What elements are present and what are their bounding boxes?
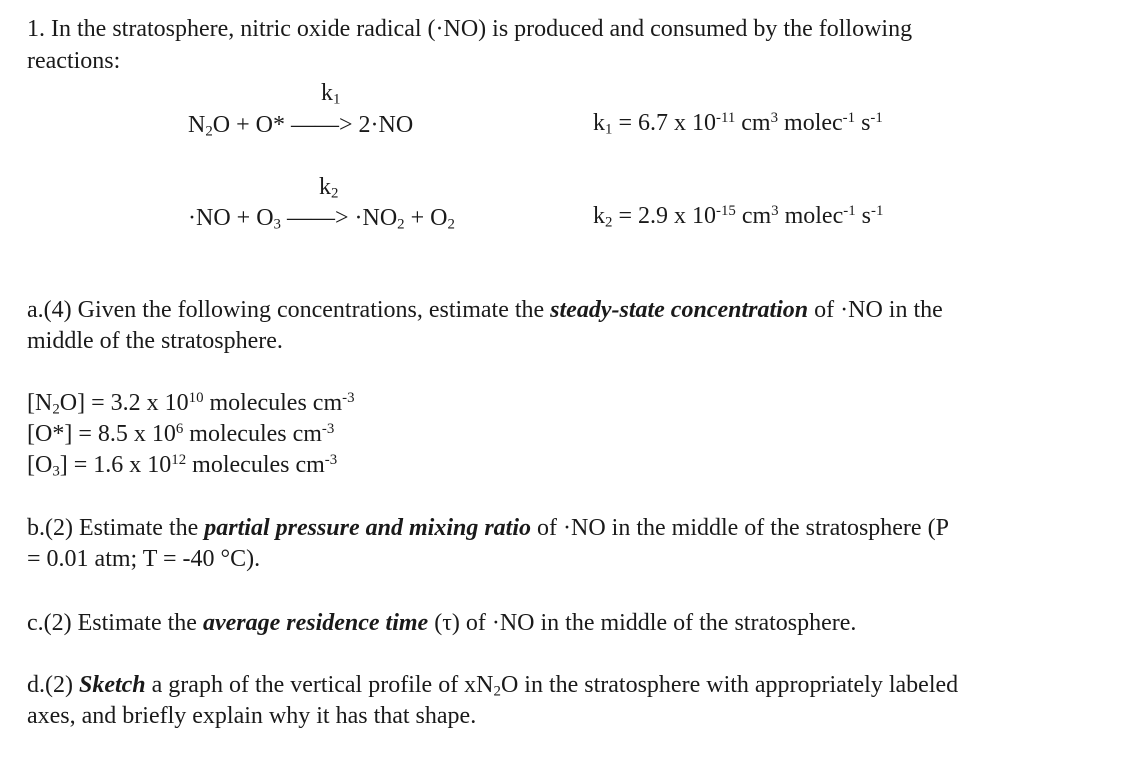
rate-constant-1-value: $k_1 = 6.7$ x $10^{-11}$ $cm^3$ molec$^{-1}$ $s^{-1}$	[593, 109, 883, 138]
part-a-line1: a.(4) Given the following concentrations, estimate the steady-state concentration of ·NO in the	[27, 297, 943, 323]
reaction-arrow: ——>	[290, 112, 353, 138]
rate-constant-2-value: $k_2 = 2.9$ x $10^{-15}$ $cm^3$ molec$^{-1}$ $s^{-1}$	[593, 202, 884, 231]
part-c-line: c.(2) Estimate the average residence time (τ) of ·NO in the middle of the stratosphere.	[27, 610, 857, 636]
rate-constant-label-k1: $k_1$	[321, 80, 341, 108]
part-d-line2: axes, and briefly explain why it has that shape.	[27, 703, 477, 729]
part-d-line1: d.(2) Sketch a graph of the vertical profile of $xN_2O$ in the stratosphere with appropriately labeled	[27, 672, 959, 700]
question-intro-line2: reactions:	[27, 48, 121, 74]
question-intro-line1: 1. In the stratosphere, nitric oxide radical (·NO) is produced and consumed by the following	[27, 16, 913, 42]
concentration-o3: $[O_3] = 1.6$ x $10^{12}$ molecules $cm^{-3}$	[27, 451, 338, 480]
part-a-line2: middle of the stratosphere.	[27, 328, 283, 354]
rate-constant-label-k2: $k_2$	[319, 174, 339, 202]
reaction-1-equation: $N_2O + O*$ ——> 2·NO	[188, 112, 414, 140]
reaction-2-equation: $\cdot NO + O_3$ ——> $\cdot NO_2 + O_2$	[188, 205, 455, 233]
reaction-arrow: ——>	[286, 205, 349, 231]
part-b-line2: = 0.01 atm; T = -40 °C).	[27, 546, 261, 572]
part-b-line1: b.(2) Estimate the partial pressure and mixing ratio of ·NO in the middle of the stratosphere (P	[27, 515, 949, 541]
concentration-o-star: [O*] = 8.5 x $10^6$ molecules $cm^{-3}$	[27, 420, 335, 447]
concentration-n2o: $[N_2O] = 3.2$ x $10^{10}$ molecules $cm^{-3}$	[27, 389, 355, 418]
